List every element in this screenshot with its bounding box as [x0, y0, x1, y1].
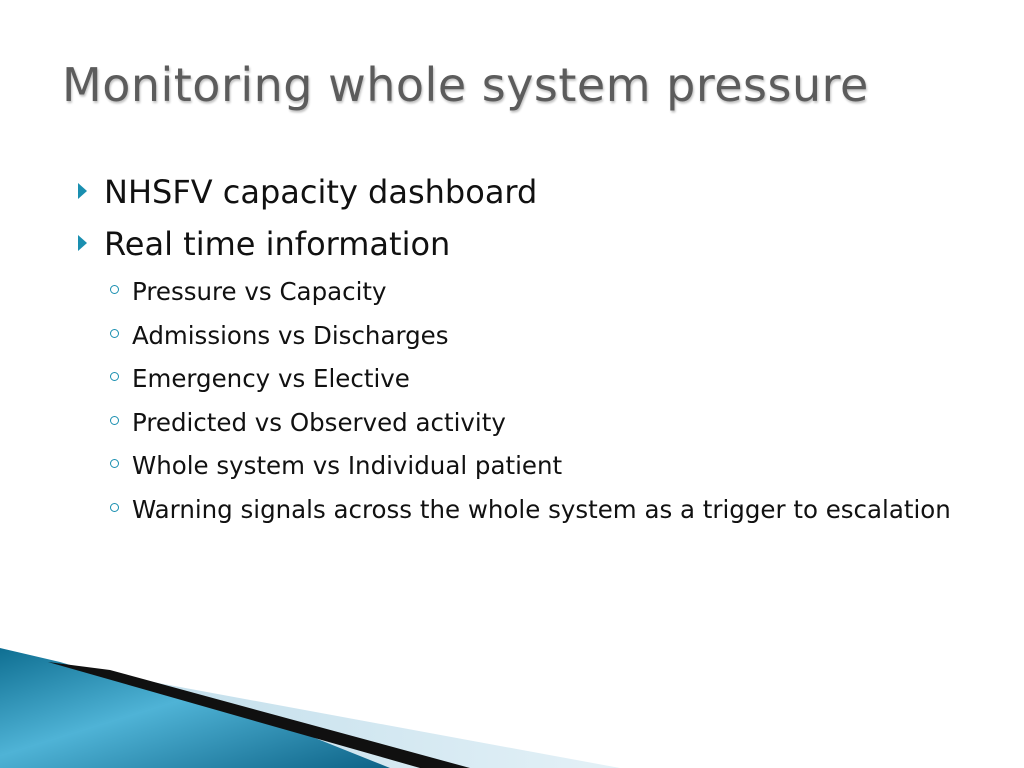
- circle-outline-icon: [110, 416, 119, 425]
- wave-blue-band: [0, 648, 390, 768]
- sub-bullet-item: [72, 314, 952, 358]
- sub-bullet-item: [72, 270, 952, 314]
- sub-bullet-item: [72, 401, 952, 445]
- sub-bullet-text: Emergency vs Elective: [132, 364, 410, 393]
- sub-bullet-text: Pressure vs Capacity: [132, 277, 387, 306]
- circle-outline-icon: [110, 503, 119, 512]
- slide-title: Monitoring whole system pressure: [62, 58, 869, 112]
- sub-bullet-text: Warning signals across the whole system as a trigger to escalation: [132, 494, 951, 524]
- bullet-text: Real time information: [104, 225, 451, 263]
- bullet-text: NHSFV capacity dashboard: [104, 173, 538, 211]
- circle-outline-icon: [110, 459, 119, 468]
- bullet-list: [72, 166, 952, 529]
- sub-bullet-item: [72, 488, 952, 529]
- sub-bullet-item: [72, 444, 952, 488]
- circle-outline-icon: [110, 329, 119, 338]
- sub-bullet-item: [72, 357, 952, 401]
- sub-bullet-text: Whole system vs Individual patient: [132, 451, 563, 480]
- bullet-item: [72, 166, 952, 218]
- bullet-item: [72, 218, 952, 270]
- triangle-right-icon: [78, 235, 87, 251]
- sub-bullet-text: Admissions vs Discharges: [132, 320, 449, 350]
- sub-bullet-text: Predicted vs Observed activity: [132, 407, 506, 437]
- circle-outline-icon: [110, 285, 119, 294]
- circle-outline-icon: [110, 372, 119, 381]
- triangle-right-icon: [78, 183, 87, 199]
